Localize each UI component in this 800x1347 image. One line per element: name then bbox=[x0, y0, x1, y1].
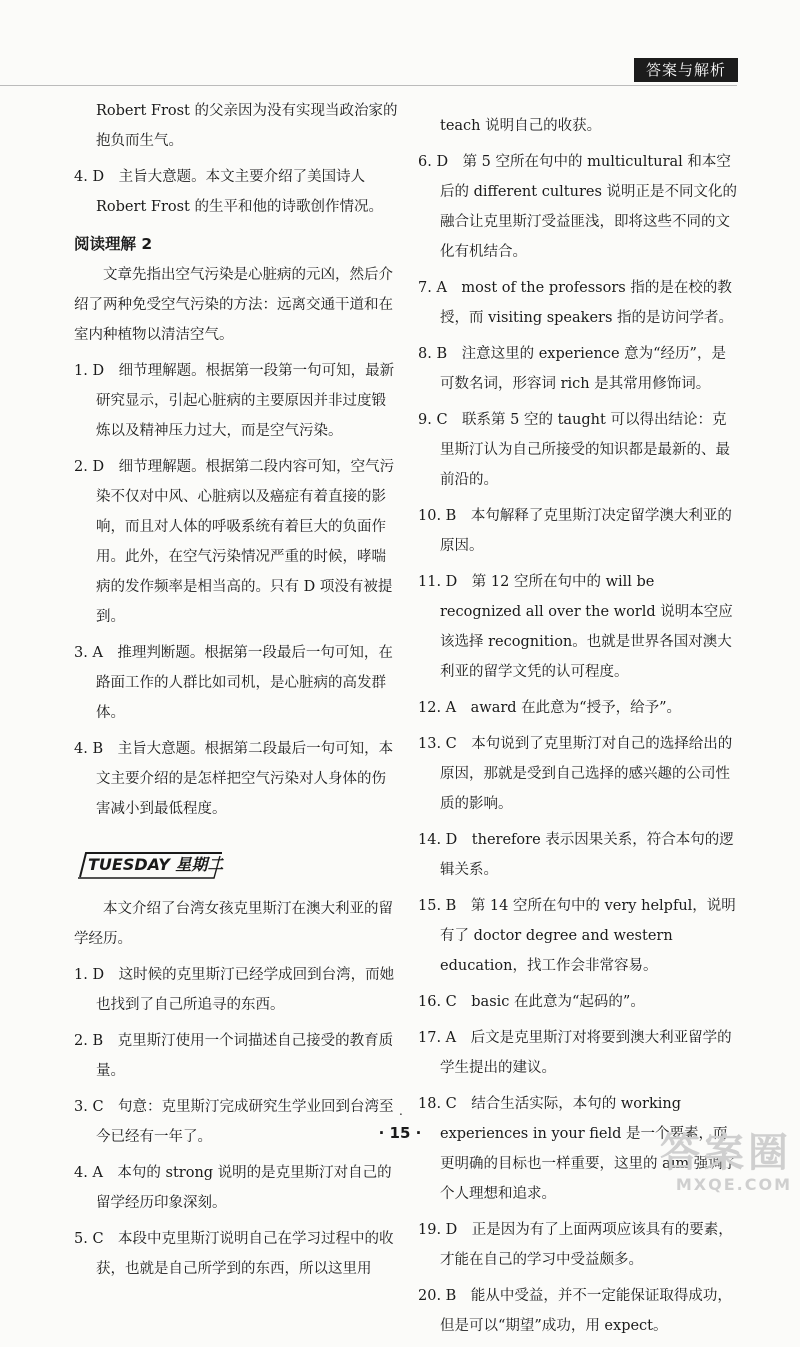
tuesday-answer-11: 11. D 第 12 空所在句中的 will be recognized all over the world 说明本空应该选择 recognition。也就是世界各国对澳大利亚的留学文凭的认可程度。 bbox=[418, 573, 733, 680]
header-rule bbox=[0, 85, 737, 86]
reading2-answer-2: 2. D 细节理解题。根据第二段内容可知，空气污染不仅对中风、心脏病以及癌症有着直接的影响，而且对人体的呼吸系统有着巨大的负面作用。此外，在空气污染情况严重的时候，哮喘病的发作频率是相当高的。只有 D 项没有被提到。 bbox=[74, 459, 395, 625]
tuesday-answer-5: 5. C 本段中克里斯汀说明自己在学习过程中的收获，也就是自己所学到的东西，所以这里用 bbox=[74, 1231, 394, 1277]
tuesday-answer-8: 8. B 注意这里的 experience 意为“经历”，是可数名词，形容词 rich 是其常用修饰词。 bbox=[418, 345, 726, 392]
tuesday-answer-3: 3. C 句意：克里斯汀完成研究生学业回到台湾至今已经有一年了。 bbox=[74, 1099, 394, 1145]
page-number: · 15 · bbox=[378, 1124, 422, 1142]
right-top-continuation: teach 说明自己的收获。 bbox=[440, 117, 602, 134]
reading2-summary: 文章先指出空气污染是心脏病的元凶，然后介绍了两种免受空气污染的方法：远离交通干道和在室内种植物以清洁空气。 bbox=[74, 267, 393, 343]
watermark-logo-text: 答案圈 bbox=[660, 1130, 792, 1176]
tuesday-answer-2: 2. B 克里斯汀使用一个词描述自己接受的教育质量。 bbox=[74, 1033, 394, 1079]
tuesday-answer-16: 16. C basic 在此意为“起码的”。 bbox=[418, 993, 645, 1010]
left-top-continuation: Robert Frost 的父亲因为没有实现当政治家的抱负而生气。 bbox=[96, 103, 398, 149]
tuesday-answer-6: 6. D 第 5 空所在句中的 multicultural 和本空后的 different cultures 说明正是不同文化的融合让克里斯汀受益匪浅，即将这些不同的文化有机结合。 bbox=[418, 153, 738, 260]
tuesday-answer-18: 18. C 结合生活实际，本句的 working experiences in your field 是一个要素，而更明确的目标也一样重要，这里的 aim 强调了个人理想和追求。 bbox=[418, 1095, 738, 1202]
tuesday-answer-13: 13. C 本句说到了克里斯汀对自己的选择给出的原因，那就是受到自己选择的感兴趣的公司性质的影响。 bbox=[418, 735, 733, 812]
tuesday-answer-4: 4. A 本句的 strong 说明的是克里斯汀对自己的留学经历印象深刻。 bbox=[74, 1165, 392, 1211]
reading2-answer-4: 4. B 主旨大意题。根据第二段最后一句可知，本文主要介绍的是怎样把空气污染对人身体的伤害减小到最低程度。 bbox=[74, 741, 394, 817]
tuesday-answer-19: 19. D 正是因为有了上面两项应该具有的要素，才能在自己的学习中受益颇多。 bbox=[418, 1221, 733, 1268]
tuesday-answer-7: 7. A most of the professors 指的是在校的教授，而 visiting speakers 指的是访问学者。 bbox=[418, 279, 734, 326]
reading2-answer-3: 3. A 推理判断题。根据第一段最后一句可知，在路面工作的人群比如司机，是心脏病的高发群体。 bbox=[74, 645, 393, 721]
tuesday-banner bbox=[74, 850, 224, 880]
reading2-answer-1: 1. D 细节理解题。根据第一段第一句可知，最新研究显示，引起心脏病的主要原因并非过度锻炼以及精神压力过大，而是空气污染。 bbox=[74, 363, 395, 439]
tuesday-answer-14: 14. D therefore 表示因果关系，符合本句的逻辑关系。 bbox=[418, 831, 734, 878]
watermark-url: MXQE.COM bbox=[675, 1175, 792, 1194]
passage1-answer-4: 4. D 主旨大意题。本文主要介绍了美国诗人 Robert Frost 的生平和他的诗歌创作情况。 bbox=[74, 169, 383, 215]
tuesday-answer-1: 1. D 这时候的克里斯汀已经学成回到台湾，而她也找到了自己所追寻的东西。 bbox=[74, 967, 395, 1013]
tuesday-answer-15: 15. B 第 14 空所在句中的 very helpful，说明有了 doctor degree and western education，找工作会非常容易。 bbox=[418, 897, 736, 974]
tuesday-answer-12: 12. A award 在此意为“授予，给予”。 bbox=[418, 699, 681, 716]
tuesday-answer-10: 10. B 本句解释了克里斯汀决定留学澳大利亚的原因。 bbox=[418, 507, 732, 554]
tuesday-answer-20: 20. B 能从中受益，并不一定能保证取得成功，但是可以“期望”成功，用 expect。 bbox=[418, 1287, 732, 1334]
section-label: 答案与解析 bbox=[634, 58, 738, 82]
left-column bbox=[74, 96, 399, 1290]
tuesday-summary: 本文介绍了台湾女孩克里斯汀在澳大利亚的留学经历。 bbox=[74, 901, 393, 947]
page-dot: . bbox=[399, 1104, 403, 1118]
watermark bbox=[660, 1131, 792, 1194]
tuesday-banner-text: TUESDAY 星期二 bbox=[88, 855, 224, 874]
reading2-heading: 阅读理解 2 bbox=[74, 235, 153, 253]
tuesday-answer-9: 9. C 联系第 5 空的 taught 可以得出结论：克里斯汀认为自己所接受的知识都是最新的、最前沿的。 bbox=[418, 411, 730, 488]
tuesday-answer-17: 17. A 后文是克里斯汀对将要到澳大利亚留学的学生提出的建议。 bbox=[418, 1029, 732, 1076]
